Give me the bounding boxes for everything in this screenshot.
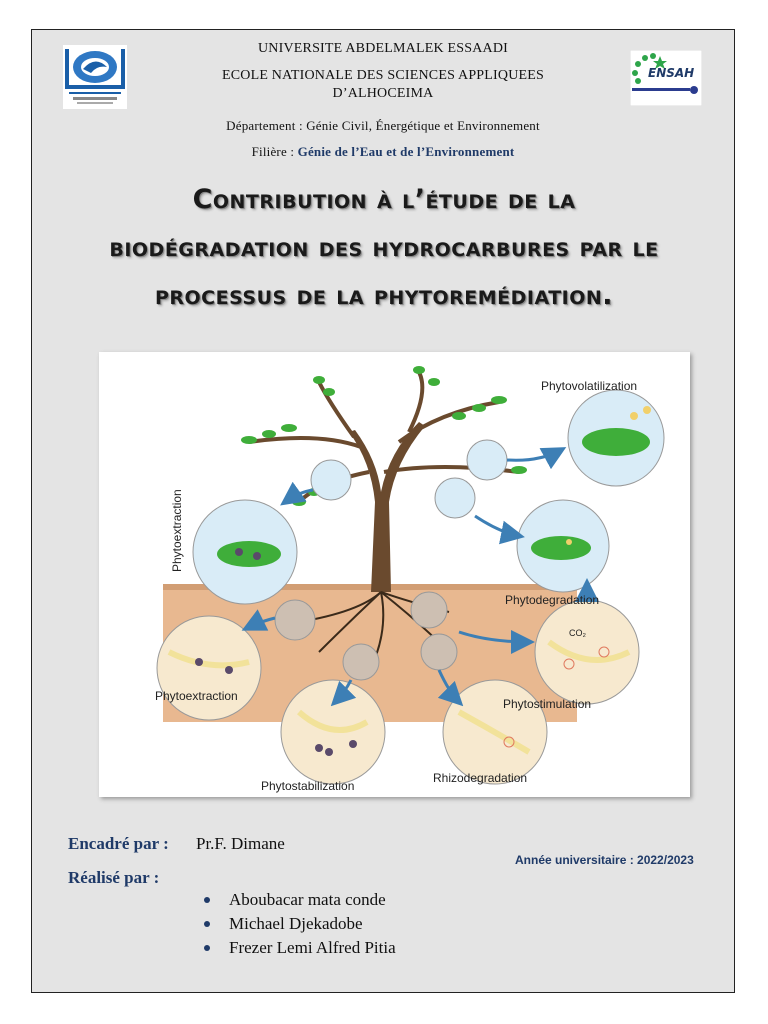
bubble-phytoextraction-leaf	[193, 500, 297, 604]
bubble-phytostimulation	[535, 600, 639, 704]
school-name-line1: ECOLE NATIONALE DES SCIENCES APPLIQUEES	[221, 68, 545, 83]
bubble-rhizodegradation	[443, 680, 547, 784]
cover-page	[31, 29, 735, 993]
bubble-phytostabilization	[281, 680, 385, 784]
label-phytostabilization: Phytostabilization	[261, 779, 355, 793]
ensah-logo-text: ENSAH	[648, 66, 695, 80]
made-by-label: Réalisé par :	[68, 868, 160, 887]
supervised-by-label: Encadré par :	[68, 834, 169, 853]
label-phytostimulation: Phytostimulation	[503, 697, 592, 711]
filiere-value: Génie de l’Eau et de l’Environnement	[297, 144, 515, 159]
label-rhizodegradation: Rhizodegradation	[433, 771, 528, 785]
label-phytoextraction-vertical: Phytoextraction	[170, 489, 184, 572]
department: Département : Génie Civil, Énergétique et Environnement	[226, 118, 540, 133]
title-line-2: biodégradation des hydrocarbures par le	[109, 232, 659, 263]
bubble-phytoextraction-root	[157, 616, 261, 720]
filiere	[32, 144, 734, 160]
label-phytodegradation: Phytodegradation	[505, 593, 600, 607]
label-phytoextraction: Phytoextraction	[155, 689, 238, 703]
student-item: Frezer Lemi Alfred Pitia	[204, 936, 396, 960]
university-name: UNIVERSITE ABDELMALEK ESSAADI	[257, 41, 508, 56]
phytoremediation-figure	[99, 352, 690, 797]
title-line-1: Contribution à l’étude de la	[192, 184, 576, 215]
bubble-phytovolatilization	[568, 390, 664, 486]
student-item: Aboubacar mata conde	[204, 888, 396, 912]
academic-year: Année universitaire : 2022/2023	[515, 853, 694, 867]
school-name-line2: D’ALHOCEIMA	[332, 86, 434, 101]
supervisor-name: Pr.F. Dimane	[196, 834, 285, 853]
title-line-3: processus de la phytoremédiation.	[154, 280, 614, 311]
student-list	[204, 888, 396, 960]
bubble-phytodegradation	[517, 500, 609, 592]
student-item: Michael Djekadobe	[204, 912, 396, 936]
label-phytovolatilization: Phytovolatilization	[541, 379, 638, 393]
label-co2: CO₂	[569, 628, 586, 638]
filiere-label: Filière :	[251, 144, 298, 159]
